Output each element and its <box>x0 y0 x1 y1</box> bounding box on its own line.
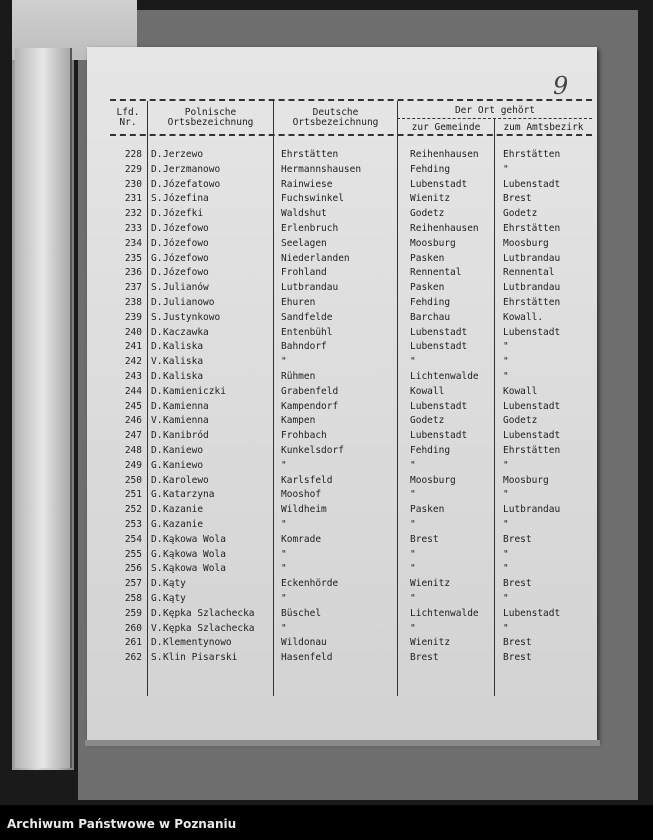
cell-settlement-type: D. <box>151 578 163 590</box>
cell-polish-name: Józefatowo <box>163 178 221 190</box>
cell-settlement-type: G. <box>151 593 163 604</box>
cell-german-name: Ehuren <box>281 297 316 308</box>
cell-german-name: " <box>281 563 287 575</box>
cell-row-number: 235 <box>124 252 142 264</box>
cell-row-number: 242 <box>124 356 142 368</box>
cell-german-name: Hasenfeld <box>281 652 333 664</box>
cell-settlement-type: D. <box>151 149 163 160</box>
cell-gemeinde: " <box>410 563 416 575</box>
cell-gemeinde: " <box>410 489 416 501</box>
cell-german-name: Eckenhörde <box>281 578 339 590</box>
cell-amtsbezirk: " <box>503 548 509 560</box>
header-top-rule <box>110 99 592 101</box>
cell-row-number: 237 <box>124 282 142 294</box>
cell-settlement-type: D. <box>151 267 163 279</box>
cell-amtsbezirk: " <box>503 356 509 368</box>
cell-row-number: 245 <box>124 400 142 412</box>
cell-polish-name: Kamieniczki <box>163 385 226 397</box>
cell-settlement-type: D. <box>151 326 163 338</box>
cell-polish-name: Kamienna <box>163 400 209 412</box>
header-bottom-rule <box>110 134 592 136</box>
cell-row-number: 248 <box>124 445 142 456</box>
cell-polish-name: Kaniewo <box>163 445 204 456</box>
cell-gemeinde: Fehding <box>410 445 451 456</box>
cell-amtsbezirk: Brest <box>503 533 532 545</box>
cell-polish-name: Kaliska <box>163 341 204 353</box>
cell-settlement-type: D. <box>151 637 163 649</box>
cell-german-name: Rühmen <box>281 371 316 382</box>
binder-rod <box>15 48 72 768</box>
cell-amtsbezirk: " <box>503 163 509 175</box>
header-polnische: Polnische Ortsbezeichnung <box>167 107 254 128</box>
cell-german-name: Kampen <box>281 415 316 427</box>
cell-german-name: " <box>281 519 287 530</box>
cell-gemeinde: " <box>410 356 416 368</box>
cell-settlement-type: D. <box>151 237 163 249</box>
cell-german-name: Komrade <box>281 533 322 545</box>
header-lfd-nr: Lfd. Nr. <box>116 107 140 128</box>
cell-german-name: Waldshut <box>281 208 327 220</box>
cell-settlement-type: D. <box>151 445 163 456</box>
cell-gemeinde: Moosburg <box>410 474 456 486</box>
cell-amtsbezirk: Kowall. <box>503 311 544 323</box>
cell-german-name: Hermannshausen <box>281 163 362 175</box>
cell-amtsbezirk: Brest <box>503 578 532 590</box>
cell-row-number: 243 <box>124 371 142 382</box>
cell-row-number: 262 <box>124 652 142 664</box>
cell-amtsbezirk: Moosburg <box>503 474 549 486</box>
cell-polish-name: Kępka Szlachecka <box>163 622 255 634</box>
cell-gemeinde: " <box>410 459 416 471</box>
cell-german-name: Ehrstätten <box>281 149 339 160</box>
cell-settlement-type: D. <box>151 178 163 190</box>
cell-german-name: Seelagen <box>281 237 327 249</box>
cell-gemeinde: " <box>410 593 416 604</box>
cell-amtsbezirk: Brest <box>503 193 532 205</box>
cell-row-number: 256 <box>124 563 142 575</box>
cell-gemeinde: Wienitz <box>410 578 451 590</box>
cell-polish-name: Karolewo <box>163 474 209 486</box>
cell-polish-name: Klin Pisarski <box>163 652 238 664</box>
cell-polish-name: Kaczawka <box>163 326 209 338</box>
cell-row-number: 260 <box>124 622 142 634</box>
header-amtsbezirk: zum Amtsbezirk <box>503 122 584 133</box>
cell-polish-name: Justynkowo <box>163 311 221 323</box>
cell-row-number: 259 <box>124 607 142 619</box>
cell-settlement-type: D. <box>151 474 163 486</box>
cell-german-name: Mooshof <box>281 489 322 501</box>
cell-row-number: 231 <box>124 193 142 205</box>
cell-gemeinde: Lichtenwalde <box>410 371 479 382</box>
cell-settlement-type: D. <box>151 533 163 545</box>
cell-row-number: 258 <box>124 593 142 604</box>
cell-polish-name: Józefowo <box>163 252 209 264</box>
cell-german-name: Rainwiese <box>281 178 333 190</box>
column-divider-nr <box>147 101 148 696</box>
cell-settlement-type: V. <box>151 415 163 427</box>
cell-polish-name: Kąkowa Wola <box>163 563 226 575</box>
cell-settlement-type: G. <box>151 519 163 530</box>
cell-amtsbezirk: " <box>503 593 509 604</box>
cell-amtsbezirk: Moosburg <box>503 237 549 249</box>
cell-amtsbezirk: Godetz <box>503 208 538 220</box>
cell-german-name: Büschel <box>281 607 322 619</box>
cell-polish-name: Kąkowa Wola <box>163 533 226 545</box>
cell-german-name: Bahndorf <box>281 341 327 353</box>
cell-row-number: 239 <box>124 311 142 323</box>
cell-settlement-type: D. <box>151 208 163 220</box>
cell-amtsbezirk: Lutbrandau <box>503 282 561 294</box>
header-deutsche: Deutsche Ortsbezeichnung <box>292 107 379 128</box>
cell-settlement-type: D. <box>151 297 163 308</box>
header-der-ort: Der Ort gehört <box>454 105 536 116</box>
cell-row-number: 252 <box>124 504 142 516</box>
cell-amtsbezirk: Lutbrandau <box>503 252 561 264</box>
cell-polish-name: Józefowo <box>163 267 209 279</box>
cell-row-number: 257 <box>124 578 142 590</box>
cell-gemeinde: " <box>410 548 416 560</box>
cell-amtsbezirk: " <box>503 371 509 382</box>
cell-german-name: Entenbühl <box>281 326 333 338</box>
cell-amtsbezirk: Brest <box>503 652 532 664</box>
cell-settlement-type: D. <box>151 400 163 412</box>
cell-row-number: 228 <box>124 149 142 160</box>
cell-amtsbezirk: Lubenstadt <box>503 178 561 190</box>
cell-row-number: 233 <box>124 223 142 234</box>
cell-settlement-type: S. <box>151 282 163 294</box>
cell-polish-name: Kąty <box>163 578 186 590</box>
page-bottom-edge <box>85 740 600 746</box>
cell-amtsbezirk: " <box>503 489 509 501</box>
cell-polish-name: Kąty <box>163 593 186 604</box>
page-number: 9 <box>553 72 569 100</box>
cell-gemeinde: Moosburg <box>410 237 456 249</box>
cell-settlement-type: S. <box>151 193 163 205</box>
cell-german-name: Lutbrandau <box>281 282 339 294</box>
cell-amtsbezirk: " <box>503 459 509 471</box>
cell-row-number: 251 <box>124 489 142 501</box>
cell-gemeinde: Lichtenwalde <box>410 607 479 619</box>
cell-gemeinde: " <box>410 519 416 530</box>
cell-settlement-type: G. <box>151 252 163 264</box>
column-divider-polnische <box>273 101 274 696</box>
cell-row-number: 230 <box>124 178 142 190</box>
cell-polish-name: Kaliska <box>163 371 204 382</box>
cell-gemeinde: Pasken <box>410 504 445 516</box>
cell-settlement-type: D. <box>151 504 163 516</box>
cell-german-name: Niederlanden <box>281 252 350 264</box>
cell-amtsbezirk: " <box>503 519 509 530</box>
cell-german-name: Frohbach <box>281 430 327 442</box>
cell-amtsbezirk: " <box>503 622 509 634</box>
cell-settlement-type: G. <box>151 459 163 471</box>
cell-row-number: 240 <box>124 326 142 338</box>
cell-row-number: 238 <box>124 297 142 308</box>
cell-polish-name: Kaliska <box>163 356 204 368</box>
cell-settlement-type: V. <box>151 356 163 368</box>
cell-row-number: 250 <box>124 474 142 486</box>
cell-row-number: 253 <box>124 519 142 530</box>
cell-german-name: Frohland <box>281 267 327 279</box>
cell-amtsbezirk: Ehrstätten <box>503 223 561 234</box>
cell-amtsbezirk: Rennental <box>503 267 555 279</box>
cell-row-number: 246 <box>124 415 142 427</box>
cell-row-number: 229 <box>124 163 142 175</box>
cell-amtsbezirk: " <box>503 341 509 353</box>
cell-gemeinde: Pasken <box>410 282 445 294</box>
cell-row-number: 249 <box>124 459 142 471</box>
cell-gemeinde: " <box>410 622 416 634</box>
cell-row-number: 247 <box>124 430 142 442</box>
cell-gemeinde: Brest <box>410 533 439 545</box>
cell-settlement-type: D. <box>151 371 163 382</box>
cell-row-number: 241 <box>124 341 142 353</box>
cell-row-number: 236 <box>124 267 142 279</box>
cell-row-number: 261 <box>124 637 142 649</box>
cell-settlement-type: D. <box>151 385 163 397</box>
column-divider-deutsche <box>397 101 398 696</box>
cell-german-name: " <box>281 459 287 471</box>
cell-gemeinde: Wienitz <box>410 193 451 205</box>
cell-german-name: " <box>281 548 287 560</box>
cell-amtsbezirk: Lubenstadt <box>503 326 561 338</box>
cell-polish-name: Józefowo <box>163 223 209 234</box>
cell-polish-name: Józefowo <box>163 237 209 249</box>
cell-polish-name: Klementynowo <box>163 637 232 649</box>
cell-german-name: " <box>281 356 287 368</box>
cell-german-name: " <box>281 593 287 604</box>
cell-gemeinde: Lubenstadt <box>410 400 468 412</box>
cell-gemeinde: Lubenstadt <box>410 326 468 338</box>
cell-settlement-type: S. <box>151 563 163 575</box>
cell-amtsbezirk: " <box>503 563 509 575</box>
cell-gemeinde: Godetz <box>410 208 445 220</box>
cell-german-name: Kunkelsdorf <box>281 445 344 456</box>
cell-amtsbezirk: Godetz <box>503 415 538 427</box>
column-divider-gemeinde <box>494 118 495 696</box>
cell-settlement-type: S. <box>151 311 163 323</box>
cell-settlement-type: D. <box>151 163 163 175</box>
cell-row-number: 254 <box>124 533 142 545</box>
cell-settlement-type: D. <box>151 341 163 353</box>
cell-polish-name: Kąkowa Wola <box>163 548 226 560</box>
cell-gemeinde: Lubenstadt <box>410 430 468 442</box>
cell-german-name: Wildheim <box>281 504 327 516</box>
cell-german-name: Kampendorf <box>281 400 339 412</box>
cell-german-name: Grabenfeld <box>281 385 339 397</box>
cell-settlement-type: D. <box>151 223 163 234</box>
cell-gemeinde: Rennental <box>410 267 462 279</box>
cell-polish-name: Kaniewo <box>163 459 204 471</box>
cell-german-name: Karlsfeld <box>281 474 333 486</box>
cell-polish-name: Jerzewo <box>163 149 204 160</box>
cell-gemeinde: Barchau <box>410 311 451 323</box>
cell-amtsbezirk: Ehrstätten <box>503 297 561 308</box>
cell-gemeinde: Wienitz <box>410 637 451 649</box>
cell-polish-name: Kazanie <box>163 504 204 516</box>
cell-amtsbezirk: Lubenstadt <box>503 607 561 619</box>
cell-polish-name: Jerzmanowo <box>163 163 221 175</box>
cell-amtsbezirk: Ehrstätten <box>503 149 561 160</box>
cell-settlement-type: D. <box>151 430 163 442</box>
cell-german-name: Wildonau <box>281 637 327 649</box>
cell-gemeinde: Lubenstadt <box>410 178 468 190</box>
cell-gemeinde: Pasken <box>410 252 445 264</box>
cell-german-name: Erlenbruch <box>281 223 339 234</box>
cell-gemeinde: Lubenstadt <box>410 341 468 353</box>
cell-settlement-type: D. <box>151 607 163 619</box>
cell-german-name: Sandfelde <box>281 311 333 323</box>
cell-row-number: 255 <box>124 548 142 560</box>
cell-amtsbezirk: Lutbrandau <box>503 504 561 516</box>
cell-amtsbezirk: Ehrstätten <box>503 445 561 456</box>
cell-polish-name: Józefina <box>163 193 209 205</box>
header-gemeinde: zur Gemeinde <box>411 122 481 133</box>
cell-gemeinde: Reihenhausen <box>410 149 479 160</box>
cell-polish-name: Kazanie <box>163 519 204 530</box>
cell-gemeinde: Godetz <box>410 415 445 427</box>
cell-row-number: 234 <box>124 237 142 249</box>
cell-german-name: Fuchswinkel <box>281 193 344 205</box>
cell-amtsbezirk: Lubenstadt <box>503 430 561 442</box>
cell-settlement-type: G. <box>151 548 163 560</box>
cell-gemeinde: Reihenhausen <box>410 223 479 234</box>
cell-amtsbezirk: Lubenstadt <box>503 400 561 412</box>
cell-polish-name: Kępka Szlachecka <box>163 607 255 619</box>
cell-gemeinde: Fehding <box>410 297 451 308</box>
cell-settlement-type: V. <box>151 622 163 634</box>
cell-german-name: " <box>281 622 287 634</box>
cell-settlement-type: G. <box>151 489 163 501</box>
cell-polish-name: Kamienna <box>163 415 209 427</box>
cell-polish-name: Julianów <box>163 282 209 294</box>
cell-settlement-type: S. <box>151 652 163 664</box>
archive-caption: Archiwum Państwowe w Poznaniu <box>7 817 237 831</box>
cell-polish-name: Katarzyna <box>163 489 215 501</box>
cell-row-number: 244 <box>124 385 142 397</box>
cell-gemeinde: Brest <box>410 652 439 664</box>
cell-polish-name: Kanibród <box>163 430 209 442</box>
cell-gemeinde: Fehding <box>410 163 451 175</box>
cell-row-number: 232 <box>124 208 142 220</box>
cell-amtsbezirk: Kowall <box>503 385 538 397</box>
cell-gemeinde: Kowall <box>410 385 445 397</box>
cell-polish-name: Józefki <box>163 208 204 220</box>
cell-amtsbezirk: Brest <box>503 637 532 649</box>
cell-polish-name: Julianowo <box>163 297 215 308</box>
